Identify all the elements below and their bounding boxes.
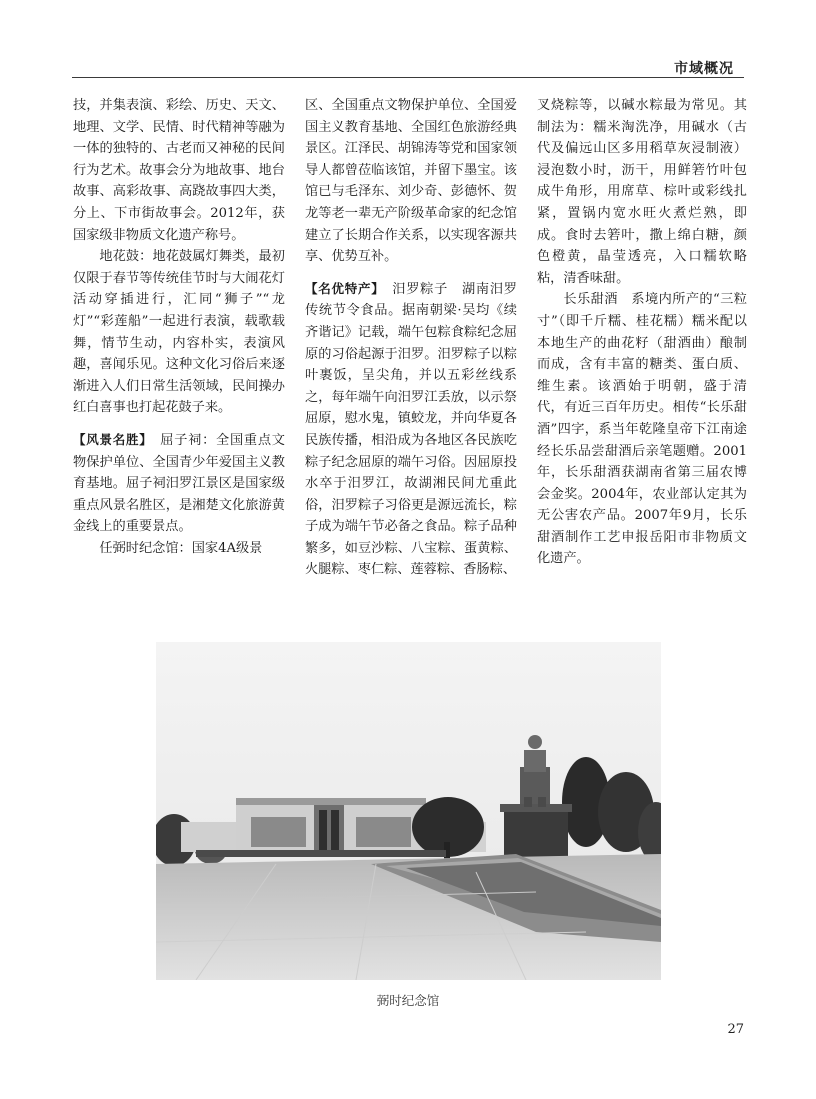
paragraph-memorial-cont: 区、全国重点文物保护单位、全国爱国主义教育基地、全国红色旅游经典景区。江泽民、胡锦涛等党和国家领导人都曾莅临该馆，并留下墨宝。该馆已与毛泽东、刘少奇、彭德怀、贺龙等老一辈无产阶级革命家的纪念馆建立了长期合作关系，以实现客源共享、优势互补。 — [305, 98, 517, 265]
paragraph-memorial-start: 任弼时纪念馆：国家4A级景 — [99, 540, 263, 556]
page-number: 27 — [727, 1022, 744, 1037]
paragraph-scenic-spots — [73, 429, 285, 538]
paragraph-sweet-wine: 长乐甜酒 系境内所产的“三粒寸”（即千斤糯、桂花糯）糯米配以本地生产的曲花籽（甜酒曲）酿制而成，含有丰富的糖类、蛋白质、维生素。该酒始于明朝，盛于清代，有近三百年历史。相传“长乐甜酒”四字，系当年乾隆皇帝下江南途经长乐品尝甜酒后亲笔题赠。2001年，长乐甜酒获湖南省第三届农博会金奖。2004年，农业部认定其为无公害农产品。2007年9月，长乐甜酒制作工艺申报岳阳市非物质文化遗产。 — [537, 292, 747, 567]
section-title: 市域概况 — [674, 61, 734, 77]
text-column-3 — [537, 95, 747, 570]
paragraph-specialties — [305, 278, 517, 581]
photo-caption: 弼时纪念馆 — [376, 993, 440, 1008]
paragraph-zongzi-cont: 叉烧粽等，以碱水粽最为常见。其制法为：糯米淘洗净，用碱水（古代及偏远山区多用稻草灰浸制液）浸泡数小时，沥干，用鲜箬竹叶包成牛角形，用席草、棕叶或彩线扎紧，置锅内宽水旺火煮烂熟，即成。食时去箬叶，撒上绵白糖，颜色橙黄，晶莹透亮，入口糯软略粘，清香味甜。 — [537, 98, 747, 286]
header-rule — [72, 77, 744, 78]
text-column-2 — [305, 95, 517, 581]
paragraph-flower-drum: 地花鼓：地花鼓属灯舞类，最初仅限于春节等传统佳节时与大闹花灯活动穿插进行，汇同“狮子”“龙灯”“彩莲船”一起进行表演，载歌载舞，情节生动，内容朴实，表演风趣，喜闻乐见。这种文化习俗后来逐渐进入人们日常生活领域，民间操办红白喜事也打起花鼓子来。 — [73, 249, 285, 416]
memorial-hall-photo — [156, 642, 661, 980]
section-tag-scenic: 【风景名胜】 — [73, 431, 147, 447]
specialties-text: 汨罗粽子 湖南汨罗传统节令食品。据南朝梁·吴均《续齐谐记》记载，端午包粽食粽纪念屈原的习俗起源于汨罗。汨罗粽子以粽叶裹饭，呈尖角，并以五彩丝线系之，每年端午向汨罗江丢放，以示祭屈原，慰水鬼，镇蛟龙，并向华夏各民族传播，相沿成为各地区各民族吃粽子纪念屈原的端午习俗。因屈原投水卒于汨罗江，故湖湘民间尤重此俗，汨罗粽子习俗更是源远流长，粽子成为端午节必备之食品。粽子品种繁多，如豆沙粽、八宝粽、蛋黄粽、火腿粽、枣仁粽、莲蓉粽、香肠粽、 — [305, 281, 517, 578]
text-column-1 — [73, 95, 285, 559]
scenic-text: 屈子祠：全国重点文物保护单位、全国青少年爱国主义教育基地。屈子祠汨罗江景区是国家级重点风景名胜区，是湘楚文化旅游黄金线上的重要景点。 — [73, 432, 285, 535]
section-tag-specialties: 【名优特产】 — [305, 280, 379, 296]
paragraph-story-festival: 技，并集表演、彩绘、历史、天文、地理、文学、民情、时代精神等融为一体的独特的、古老而又神秘的民间行为艺术。故事会分为地故事、地台故事、高彩故事、高跷故事四大类，分上、下市街故事会。2012年，获国家级非物质文化遗产称号。 — [73, 98, 285, 243]
